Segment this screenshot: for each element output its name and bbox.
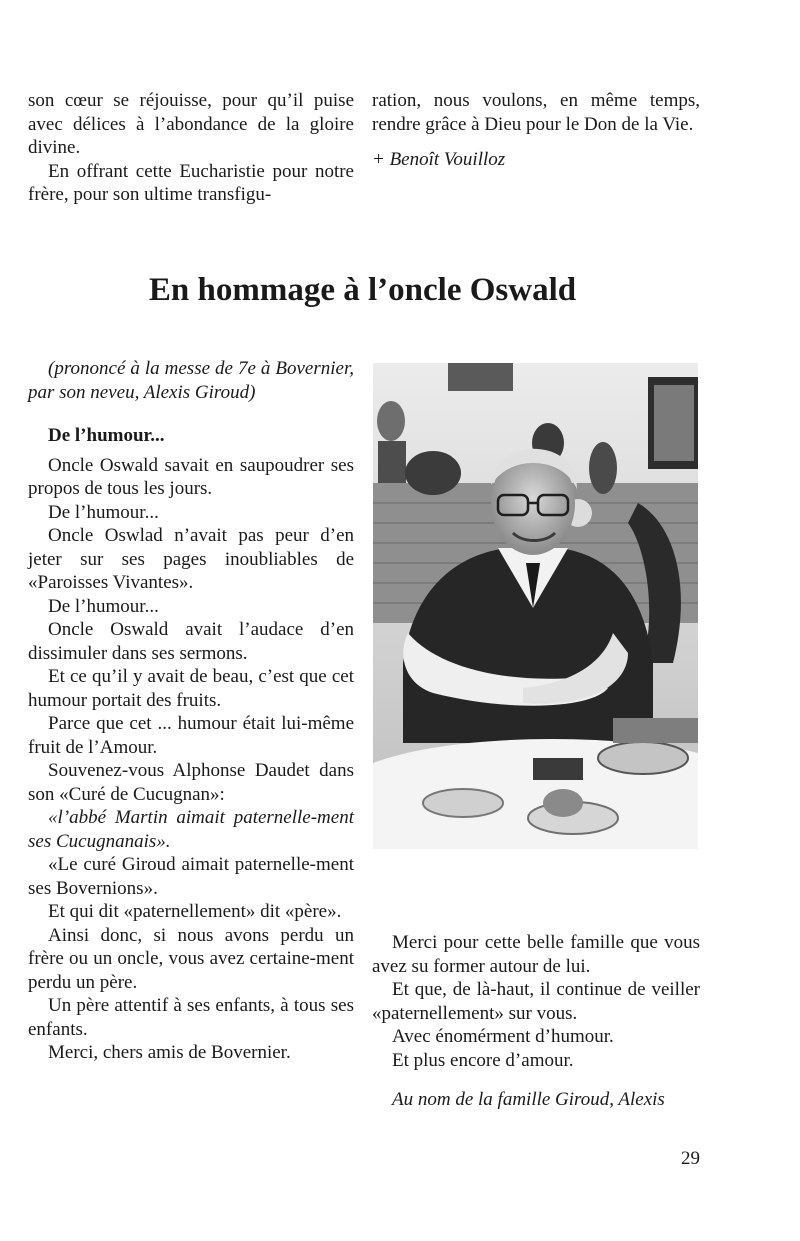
article-paragraph: Merci, chers amis de Bovernier.: [48, 1042, 291, 1063]
section-heading: De l’humour...: [48, 425, 165, 446]
article-paragraph: De l’humour...: [48, 595, 159, 617]
article-paragraph: «Le curé Giroud aimait paternelle-ment ses Bovernions».: [28, 854, 354, 899]
top-left-column: [28, 89, 354, 207]
article-left-paragraphs: [28, 454, 354, 1065]
article-paragraph: Merci pour cette belle famille que vous avez su former autour de lui.: [372, 932, 700, 977]
article-paragraph: Ainsi donc, si nous avons perdu un frère ou un oncle, vous avez certaine-ment perdu un père.: [28, 924, 354, 993]
top-paragraph: son cœur se réjouisse, pour qu’il puise avec délices à l’abondance de la gloire divine.: [28, 90, 354, 158]
article-title: En hommage à l’oncle Oswald: [148, 272, 577, 308]
article-paragraph: Avec énomérment d’humour.: [392, 1026, 614, 1047]
portrait-photo: [373, 363, 698, 849]
top-paragraph: En offrant cette Eucharistie pour notre frère, pour son ultime transfigu-: [28, 160, 354, 205]
article-right-column: [372, 931, 700, 1112]
article-paragraph: De l’humour...: [48, 501, 159, 523]
article-paragraph: Oncle Oswald avait l’audace d’en dissimuler dans ses sermons.: [28, 619, 354, 664]
signature-alexis: Au nom de la famille Giroud, Alexis: [392, 1089, 665, 1110]
article-paragraph: Et que, de là-haut, il continue de veiller «paternellement» sur vous.: [372, 979, 700, 1024]
top-right-column: [372, 89, 700, 172]
signature-benoit: + Benoît Vouilloz: [372, 149, 506, 170]
article-paragraph: «l’abbé Martin aimait paternelle-ment ses Cucugnanais».: [28, 807, 354, 852]
article-paragraph: Parce que cet ... humour était lui-même fruit de l’Amour.: [28, 713, 354, 758]
article-paragraph: Et qui dit «paternellement» dit «père».: [48, 901, 342, 922]
article-left-column: [28, 357, 354, 1065]
article-paragraph: Oncle Oswlad n’avait pas peur d’en jeter sur ses pages inoubliables de «Paroisses Vivantes».: [28, 525, 354, 593]
article-paragraph: Un père attentif à ses enfants, à tous ses enfants.: [28, 995, 354, 1040]
top-paragraph: ration, nous voulons, en même temps, rendre grâce à Dieu pour le Don de la Vie.: [372, 90, 700, 135]
article-paragraph: Et plus encore d’amour.: [392, 1049, 574, 1071]
article-paragraph: Et ce qu’il y avait de beau, c’est que cet humour portait des fruits.: [28, 666, 354, 711]
article-subtitle: (prononcé à la messe de 7e à Bovernier, par son neveu, Alexis Giroud): [28, 358, 354, 403]
page-number: 29: [681, 1148, 700, 1169]
article-paragraph: Oncle Oswald savait en saupoudrer ses propos de tous les jours.: [28, 454, 354, 499]
article-paragraph: Souvenez-vous Alphonse Daudet dans son «Curé de Cucugnan»:: [28, 760, 354, 805]
